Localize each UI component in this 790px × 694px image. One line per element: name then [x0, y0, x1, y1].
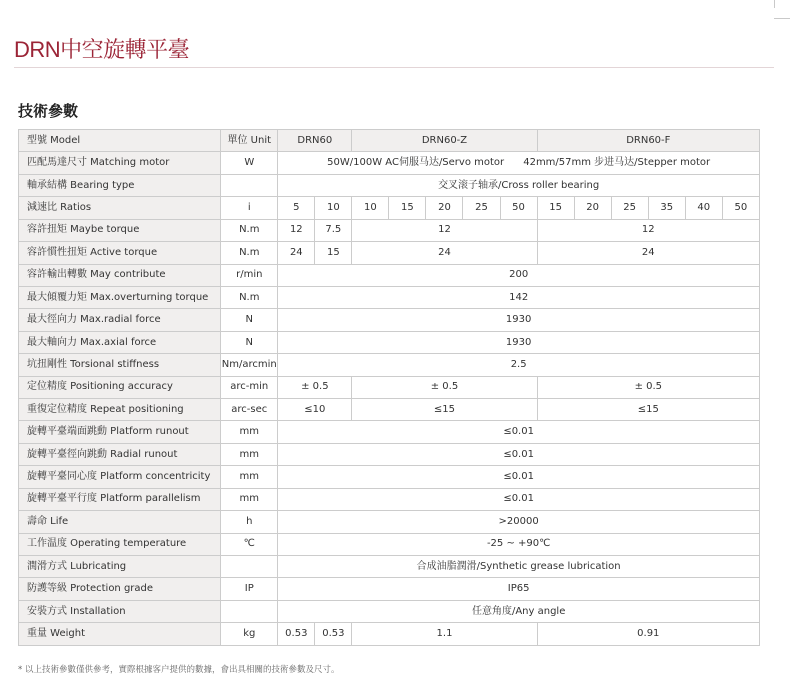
drn60-value: 0.53	[315, 623, 352, 646]
drn60f-value: ≤15	[537, 399, 759, 421]
row-label: 旋轉平臺端面跳動 Platform runout	[19, 421, 221, 443]
corner-mark-horizontal	[774, 18, 790, 19]
row-unit: i	[221, 197, 278, 219]
model-drn60z-header: DRN60-Z	[352, 130, 537, 152]
drn60f-value: 12	[537, 219, 759, 241]
drn60z-value: 12	[352, 219, 537, 241]
table-row-repeat-positioning	[19, 399, 760, 421]
ratio-cell: 50	[722, 197, 759, 219]
drn60f-value: ± 0.5	[537, 376, 759, 398]
row-label: 重量 Weight	[19, 623, 221, 646]
row-value: -25 ~ +90℃	[278, 533, 760, 555]
row-label: 最大傾覆力矩 Max.overturning torque	[19, 286, 221, 308]
row-label: 最大徑向力 Max.radial force	[19, 309, 221, 331]
table-row-platform-parallelism	[19, 488, 760, 510]
row-label: 旋轉平臺同心度 Platform concentricity	[19, 466, 221, 488]
ratio-cell: 10	[352, 197, 389, 219]
drn60z-value: ± 0.5	[352, 376, 537, 398]
table-row-maybe-torque	[19, 219, 760, 241]
page-title: DRN中空旋轉平臺	[14, 37, 190, 62]
row-label: 最大軸向力 Max.axial force	[19, 331, 221, 353]
row-unit: mm	[221, 488, 278, 510]
row-value: 142	[278, 286, 760, 308]
row-label: 匹配馬達尺寸 Matching motor	[19, 152, 221, 174]
row-label: 旋轉平臺徑向跳動 Radial runout	[19, 443, 221, 465]
row-value: 1930	[278, 331, 760, 353]
row-value: 2.5	[278, 354, 760, 376]
row-value: IP65	[278, 578, 760, 600]
row-label: 坑扭剛性 Torsional stiffness	[19, 354, 221, 376]
ratio-cell: 15	[537, 197, 574, 219]
drn60-value: 0.53	[278, 623, 315, 646]
row-label: 定位精度 Positioning accuracy	[19, 376, 221, 398]
row-value: 任意角度/Any angle	[278, 600, 760, 622]
table-row-operating-temperature	[19, 533, 760, 555]
row-unit: N.m	[221, 242, 278, 264]
table-row-platform-runout	[19, 421, 760, 443]
ratio-cell: 35	[648, 197, 685, 219]
row-label: 潤滑方式 Lubricating	[19, 556, 221, 578]
table-header-row	[19, 130, 760, 152]
drn60z-value: 1.1	[352, 623, 537, 646]
row-label: 防護等級 Protection grade	[19, 578, 221, 600]
row-unit: mm	[221, 421, 278, 443]
row-unit: r/min	[221, 264, 278, 286]
model-drn60-header: DRN60	[278, 130, 352, 152]
table-row-active-torque	[19, 242, 760, 264]
drn60z-value: 24	[352, 242, 537, 264]
drn60-value: 24	[278, 242, 315, 264]
drn60-value: 15	[315, 242, 352, 264]
ratio-cell: 40	[685, 197, 722, 219]
row-unit	[221, 174, 278, 196]
table-row-weight	[19, 623, 760, 646]
row-unit: IP	[221, 578, 278, 600]
row-unit: N.m	[221, 286, 278, 308]
model-drn60f-header: DRN60-F	[537, 130, 759, 152]
table-row-matching-motor	[19, 152, 760, 174]
row-label: 減速比 Ratios	[19, 197, 221, 219]
table-row-lubricating	[19, 556, 760, 578]
table-row-axial-force	[19, 331, 760, 353]
row-unit: N	[221, 309, 278, 331]
drn60-value: ≤10	[278, 399, 352, 421]
table-row-ratios	[19, 197, 760, 219]
table-row-positioning-accuracy	[19, 376, 760, 398]
table-row-protection-grade	[19, 578, 760, 600]
table-row-may-contribute	[19, 264, 760, 286]
row-value: ≤0.01	[278, 488, 760, 510]
row-unit	[221, 600, 278, 622]
row-label: 壽命 Life	[19, 511, 221, 533]
row-unit: mm	[221, 443, 278, 465]
row-value: ≤0.01	[278, 421, 760, 443]
ratio-cell: 25	[463, 197, 500, 219]
table-row-life	[19, 511, 760, 533]
spec-table	[18, 129, 760, 646]
ratio-cell: 20	[574, 197, 611, 219]
row-label: 重復定位精度 Repeat positioning	[19, 399, 221, 421]
footnote: * 以上技術參數僅供參考，實際根據客户提供的數據，會出具相關的技術參數及尺寸。	[18, 665, 340, 675]
model-header: 型號 Model	[19, 130, 221, 152]
row-unit: h	[221, 511, 278, 533]
row-unit: arc-min	[221, 376, 278, 398]
row-value: >20000	[278, 511, 760, 533]
table-row-radial-force	[19, 309, 760, 331]
unit-header: 單位 Unit	[221, 130, 278, 152]
section-title: 技術參數	[18, 102, 79, 120]
row-unit: N	[221, 331, 278, 353]
ratio-cell: 20	[426, 197, 463, 219]
row-label: 工作温度 Operating temperature	[19, 533, 221, 555]
corner-mark-vertical	[774, 0, 775, 8]
table-row-installation	[19, 600, 760, 622]
row-unit: W	[221, 152, 278, 174]
ratio-cell: 15	[389, 197, 426, 219]
row-label: 軸承結構 Bearing type	[19, 174, 221, 196]
row-unit: kg	[221, 623, 278, 646]
table-row-overturning-torque	[19, 286, 760, 308]
drn60f-value: 0.91	[537, 623, 759, 646]
drn60f-value: 24	[537, 242, 759, 264]
row-unit: ℃	[221, 533, 278, 555]
ratio-cell: 10	[315, 197, 352, 219]
row-value: ≤0.01	[278, 466, 760, 488]
table-row-radial-runout	[19, 443, 760, 465]
row-value: 50W/100W AC伺服马达/Servo motor 42mm/57mm 步进马达/Stepper motor	[278, 152, 760, 174]
row-label: 容許扭矩 Maybe torque	[19, 219, 221, 241]
row-label: 安裝方式 Installation	[19, 600, 221, 622]
drn60-value: ± 0.5	[278, 376, 352, 398]
row-label: 容許輸出轉數 May contribute	[19, 264, 221, 286]
row-unit: N.m	[221, 219, 278, 241]
table-row-bearing-type	[19, 174, 760, 196]
title-divider	[14, 67, 774, 68]
row-unit	[221, 556, 278, 578]
row-value: 交叉滚子轴承/Cross roller bearing	[278, 174, 760, 196]
row-label: 旋轉平臺平行度 Platform parallelism	[19, 488, 221, 510]
row-value: 200	[278, 264, 760, 286]
ratio-cell: 5	[278, 197, 315, 219]
row-unit: arc-sec	[221, 399, 278, 421]
ratio-cell: 25	[611, 197, 648, 219]
drn60-value: 7.5	[315, 219, 352, 241]
drn60-value: 12	[278, 219, 315, 241]
row-value: 合成油脂潤滑/Synthetic grease lubrication	[278, 556, 760, 578]
drn60z-value: ≤15	[352, 399, 537, 421]
row-value: 1930	[278, 309, 760, 331]
row-label: 容許慣性扭矩 Active torque	[19, 242, 221, 264]
ratio-cell: 50	[500, 197, 537, 219]
table-row-platform-concentricity	[19, 466, 760, 488]
row-unit: mm	[221, 466, 278, 488]
row-unit: Nm/arcmin	[221, 354, 278, 376]
row-value: ≤0.01	[278, 443, 760, 465]
table-row-torsional-stiffness	[19, 354, 760, 376]
